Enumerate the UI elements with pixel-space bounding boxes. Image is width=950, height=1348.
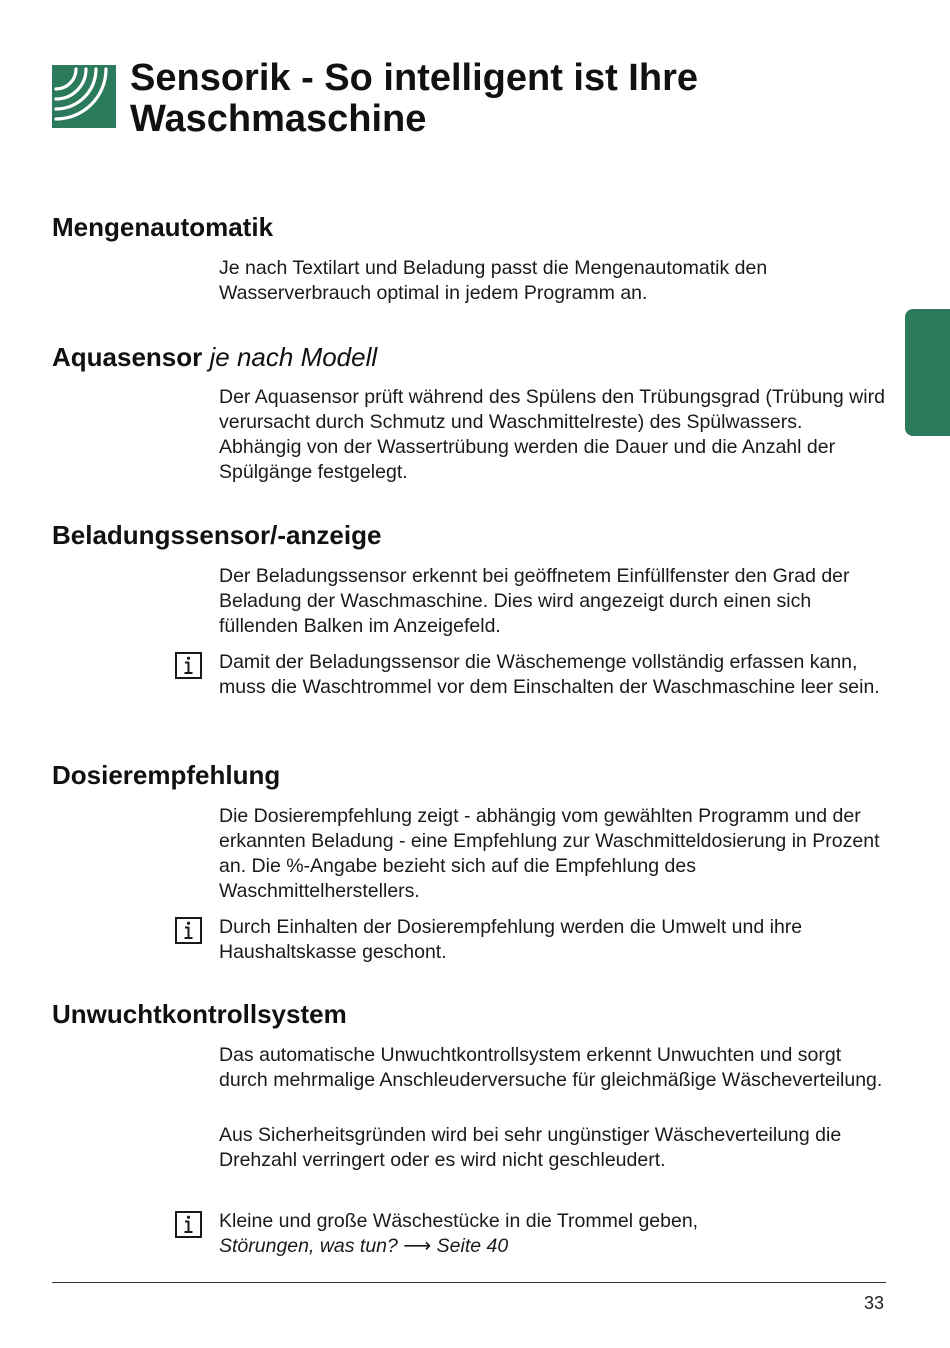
section-heading-label: Aquasensor [52,342,203,372]
section-text-unwuchtkontrollsystem-1: Das automatische Unwuchtkontrollsystem erkennt Unwuchten und sorgt durch mehrmalige Anschleuderversuche für gleichmäßige Wäscheverteilung. [219,1044,883,1091]
info-icon [175,917,202,944]
info-note-unwuchtkontrollsystem [219,1209,889,1259]
page-number: 33 [863,1293,884,1313]
section-heading-model-note: je nach Modell [209,342,378,372]
section-text-mengenautomatik: Je nach Textilart und Beladung passt die Mengenautomatik den Wasserverbrauch optimal in jedem Programm an. [219,257,768,304]
info-note-text: Kleine und große Wäschestücke in die Trommel geben, [219,1210,699,1232]
info-icon [175,652,202,679]
section-text-unwuchtkontrollsystem-2: Aus Sicherheitsgründen wird bei sehr ungünstiger Wäscheverteilung die Drehzahl verringert oder es wird nicht geschleudert. [219,1124,842,1171]
footer-divider [52,1282,886,1283]
sensor-waves-icon [52,65,116,128]
section-text-aquasensor: Der Aquasensor prüft während des Spülens den Trübungsgrad (Trübung wird verursacht durch Schmutz und Waschmittelreste) des Spülwassers. Abhängig von der Wassertrübung werden die Dauer und die Anzahl der Spülgänge festgelegt. [219,386,885,483]
section-heading-beladungssensor: Beladungssensor/-anzeige [52,520,382,550]
chapter-tab-marker [905,309,950,436]
section-heading-dosierempfehlung: Dosierempfehlung [52,760,281,790]
info-icon [175,1211,202,1238]
cross-reference-link[interactable]: Störungen, was tun? ⟶ Seite 40 [219,1235,509,1257]
page-title: Sensorik - So intelligent ist Ihre Waschmaschine [130,57,698,140]
section-heading-aquasensor [52,342,377,372]
section-heading-mengenautomatik: Mengenautomatik [52,212,274,242]
section-text-dosierempfehlung: Die Dosierempfehlung zeigt - abhängig vom gewählten Programm und der erkannten Beladung - eine Empfehlung zur Waschmitteldosierung in Prozent an. Die %-Angabe bezieht sich auf die Empfehlung des Waschmittelherstellers. [219,805,880,902]
section-text-beladungssensor: Der Beladungssensor erkennt bei geöffnetem Einfüllfenster den Grad der Beladung der Waschmaschine. Dies wird angezeigt durch einen sich füllenden Balken im Anzeigefeld. [219,565,850,637]
info-note-beladungssensor: Damit der Beladungssensor die Wäschemenge vollständig erfassen kann, muss die Waschtrommel vor dem Einschalten der Waschmaschine leer sein. [219,651,880,698]
section-heading-unwuchtkontrollsystem: Unwuchtkontrollsystem [52,999,347,1029]
info-note-dosierempfehlung: Durch Einhalten der Dosierempfehlung werden die Umwelt und ihre Haushaltskasse geschont. [219,916,803,963]
